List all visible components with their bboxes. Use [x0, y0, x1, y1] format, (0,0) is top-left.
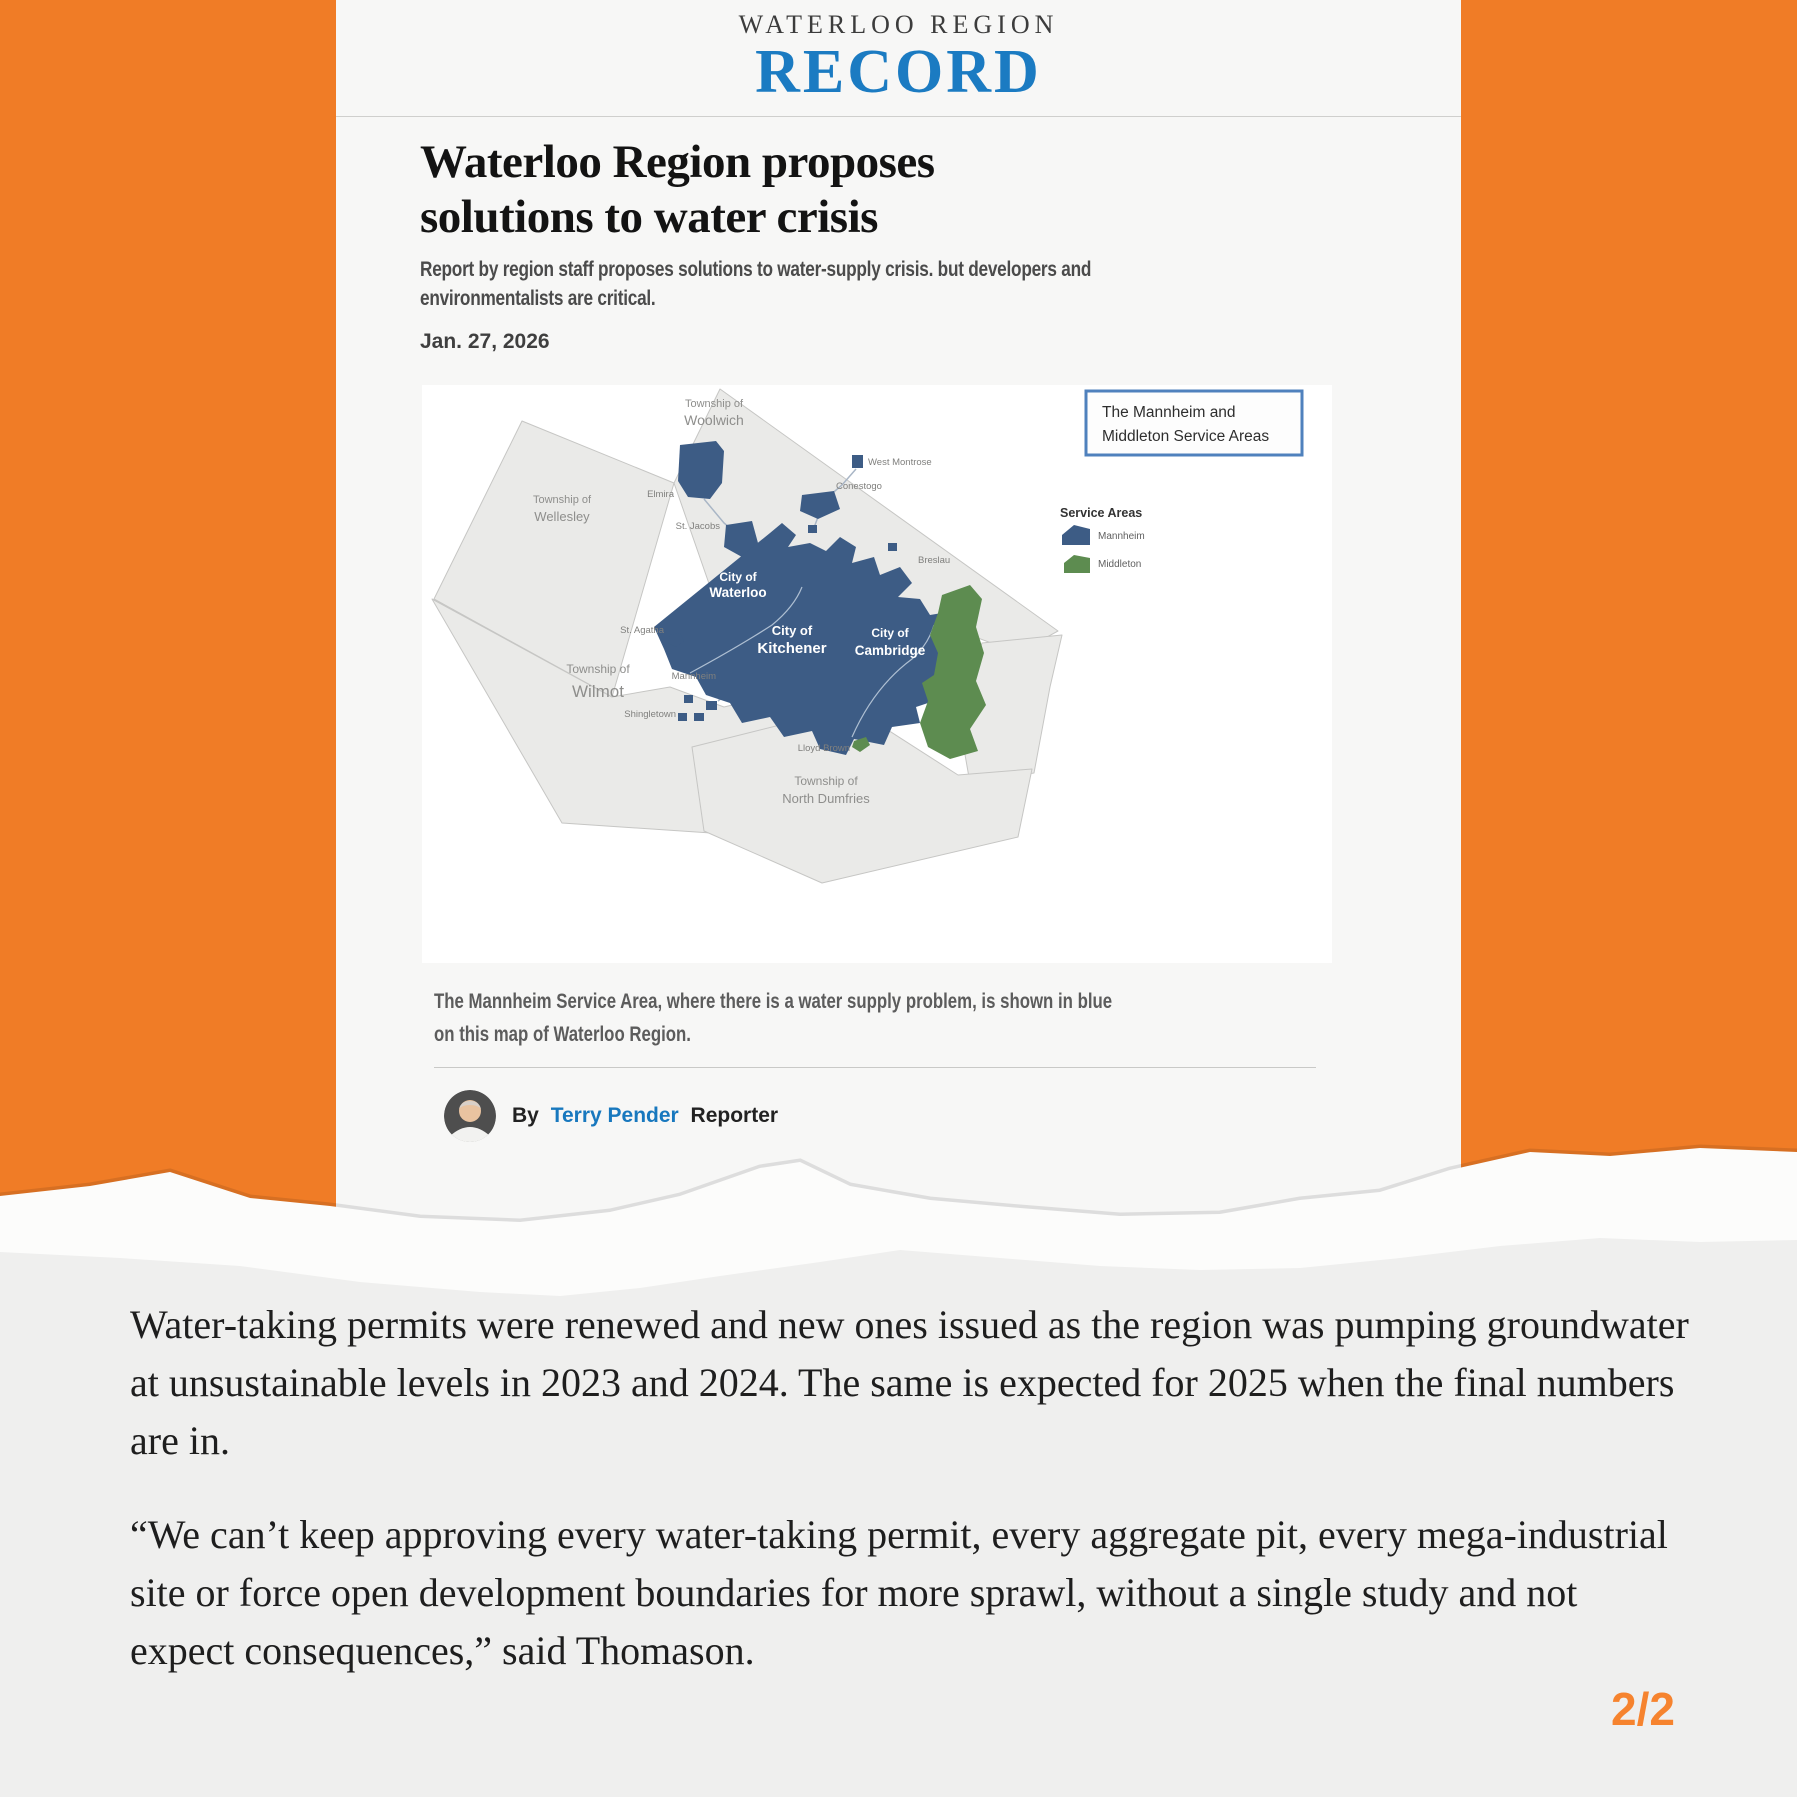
service-area-map — [422, 385, 1332, 963]
label-st-jacobs: St. Jacobs — [675, 521, 720, 532]
article-screenshot-card — [336, 0, 1461, 1262]
legend-swatch-middleton — [1064, 555, 1090, 573]
article-content — [336, 135, 1461, 1142]
masthead-kicker: WATERLOO REGION — [738, 10, 1059, 39]
map-title-line-2: Middleton Service Areas — [1102, 428, 1270, 445]
label-township-of-north-dumfries: Township of — [794, 774, 858, 788]
label-waterloo: Waterloo — [709, 585, 767, 600]
author-role: Reporter — [690, 1104, 779, 1127]
label-shingletown: Shingletown — [624, 709, 676, 720]
label-cambridge: Cambridge — [854, 643, 926, 658]
label-township-of-wilmot: Township of — [566, 662, 630, 676]
newspaper-masthead — [336, 0, 1461, 117]
label-kitchener: Kitchener — [757, 640, 827, 657]
author-link[interactable]: Terry Pender — [550, 1104, 679, 1127]
article-subhead: Report by region staff proposes solutions to water-supply crisis. but developers and environmentalists are critical. — [420, 258, 1092, 310]
label-wilmot: Wilmot — [572, 682, 624, 701]
caption-divider — [434, 1067, 1316, 1068]
map-title-box — [1086, 391, 1302, 455]
label-wellesley: Wellesley — [534, 509, 590, 524]
label-woolwich: Woolwich — [684, 412, 744, 428]
label-mannheim-village: Mannheim — [671, 671, 716, 682]
body-paragraph-2: “We can’t keep approving every water-taking permit, every aggregate pit, every mega-industrial site or force open development boundaries for more sprawl, without a single study and not expect consequences,” said Thomason. — [130, 1512, 1668, 1673]
article-body-text — [130, 1296, 1690, 1716]
headline-line-1: Waterloo Region proposes — [420, 136, 935, 188]
label-conestogo: Conestogo — [836, 481, 882, 492]
label-township-of-woolwich: Township of — [684, 398, 744, 410]
label-city-of-waterloo: City of — [719, 570, 757, 584]
label-north-dumfries: North Dumfries — [782, 791, 870, 806]
label-city-of-cambridge: City of — [871, 626, 909, 640]
label-township-of-wellesley: Township of — [532, 494, 592, 506]
label-elmira: Elmira — [647, 489, 674, 500]
masthead-title: RECORD — [755, 38, 1042, 106]
map-title-line-1: The Mannheim and — [1102, 404, 1236, 421]
label-st-agatha: St. Agatha — [620, 625, 664, 636]
article-date: Jan. 27, 2026 — [420, 330, 550, 353]
label-breslau: Breslau — [918, 555, 951, 566]
map-svg — [422, 385, 1332, 963]
label-west-montrose: West Montrose — [868, 457, 932, 468]
page-indicator: 2/2 — [1611, 1683, 1675, 1735]
map-caption: The Mannheim Service Area, where there is a water supply problem, is shown in blue on this map of Waterloo Region. — [434, 990, 1113, 1046]
legend-label-mannheim: Mannheim — [1098, 531, 1145, 542]
label-lloyd-brown: Lloyd Brown — [797, 743, 850, 754]
legend-swatch-mannheim — [1062, 525, 1090, 545]
map-legend — [1060, 506, 1145, 573]
article-headline — [420, 135, 1401, 245]
byline-prefix: By — [512, 1104, 539, 1127]
label-city-of-kitchener: City of — [771, 623, 813, 638]
body-paragraph-1: Water-taking permits were renewed and new ones issued as the region was pumping groundwater at unsustainable levels in 2023 and 2024. The same is expected for 2025 when the final numbers are in. — [130, 1302, 1689, 1463]
legend-label-middleton: Middleton — [1098, 559, 1142, 570]
headline-line-2: solutions to water crisis — [420, 191, 878, 243]
legend-heading: Service Areas — [1060, 506, 1143, 520]
